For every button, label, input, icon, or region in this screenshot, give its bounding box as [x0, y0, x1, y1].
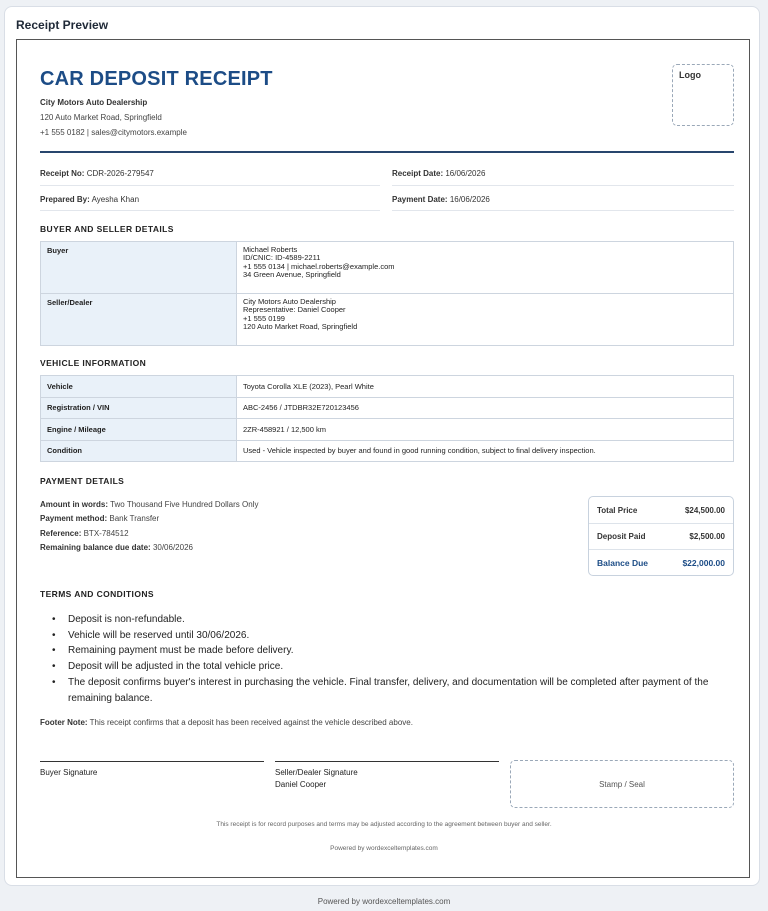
receipt-title: CAR DEPOSIT RECEIPT — [40, 68, 273, 90]
due-date-value: 30/06/2026 — [152, 542, 193, 552]
header-divider — [40, 151, 734, 153]
registration-label: Registration / VIN — [41, 397, 237, 419]
deposit-paid-label: Deposit Paid — [597, 532, 646, 541]
payment-method — [40, 512, 258, 526]
totals-divider — [589, 549, 733, 550]
payment-date — [392, 195, 490, 204]
table-row — [41, 376, 734, 398]
stamp-seal-box: Stamp / Seal — [510, 760, 734, 808]
buyer-contact: +1 555 0134 | michael.roberts@example.com — [243, 261, 395, 271]
due-date-label: Remaining balance due date: — [40, 542, 151, 552]
seller-phone: +1 555 0199 — [243, 313, 285, 323]
list-item: • Remaining payment must be made before delivery. — [40, 643, 740, 659]
meta-divider — [392, 210, 734, 211]
powered-by-inner: Powered by wordexceltemplates.com — [330, 845, 438, 852]
buyer-label: Buyer — [41, 242, 237, 294]
receipt-date-value: 16/06/2026 — [445, 169, 486, 178]
terms-heading: TERMS AND CONDITIONS — [40, 589, 154, 599]
receipt-date — [392, 169, 485, 178]
receipt-no — [40, 169, 154, 178]
total-price-value: $24,500.00 — [684, 506, 725, 515]
payment-reference — [40, 527, 258, 541]
buyer-details — [237, 242, 734, 294]
condition-label: Condition — [41, 440, 237, 462]
amount-words-label: Amount in words: — [40, 500, 108, 509]
table-row — [41, 242, 734, 294]
seller-label: Seller/Dealer — [41, 294, 237, 346]
payment-details-heading: PAYMENT DETAILS — [40, 476, 125, 486]
powered-by-link[interactable]: Powered by wordexceltemplates.com — [317, 897, 451, 906]
seller-signature-label: Seller/Dealer Signature — [275, 768, 358, 777]
list-item: • Deposit is non-refundable. — [40, 612, 740, 628]
receipt-date-label: Receipt Date: — [392, 169, 444, 178]
vehicle-table — [40, 375, 734, 462]
logo-placeholder: Logo — [672, 64, 734, 126]
disclaimer: This receipt is for record purposes and terms may be adjusted according to the agreement between buyer and seller. — [216, 821, 552, 828]
engine-label: Engine / Mileage — [41, 419, 237, 441]
seller-address: 120 Auto Market Road, Springfield — [243, 321, 358, 331]
total-price-label: Total Price — [597, 506, 638, 515]
table-row — [41, 419, 734, 441]
footer-note-text: This receipt confirms that a deposit has been received against the vehicle described above. — [89, 718, 413, 727]
receipt-preview-panel — [4, 6, 760, 886]
balance-due-value: $22,000.00 — [682, 558, 725, 568]
seller-signature-line — [275, 761, 499, 762]
table-row — [41, 294, 734, 346]
payment-info — [40, 498, 258, 555]
footer-note-label: Footer Note: — [40, 718, 88, 727]
vehicle-label: Vehicle — [41, 376, 237, 398]
payment-method-value: Bank Transfer — [109, 514, 160, 524]
balance-due-row — [597, 558, 725, 568]
buyer-id: ID/CNIC: ID-4589-2211 — [243, 253, 321, 263]
amount-in-words — [40, 498, 258, 512]
reference-value: BTX-784512 — [83, 528, 129, 538]
buyer-signature-line — [40, 761, 264, 762]
buyer-signature-label: Buyer Signature — [40, 768, 98, 777]
balance-due-date — [40, 541, 258, 555]
seller-signatory-name: Daniel Cooper — [275, 780, 327, 789]
seller-details — [237, 294, 734, 346]
meta-divider — [392, 185, 734, 186]
deposit-paid-row — [597, 532, 725, 541]
terms-list — [40, 612, 740, 706]
balance-due-label: Balance Due — [597, 558, 649, 568]
registration-value: ABC-2456 / JTDBR32E720123456 — [237, 397, 734, 419]
receipt-no-value: CDR-2026-279547 — [86, 169, 154, 178]
company-name: City Motors Auto Dealership — [40, 98, 148, 107]
table-row — [41, 440, 734, 462]
list-item: • The deposit confirms buyer's interest in purchasing the vehicle. Final transfer, delivery, and documentation will be completed after payment of the remaining balance. — [40, 675, 740, 706]
engine-value: 2ZR-458921 / 12,500 km — [237, 419, 734, 441]
prepared-by-value: Ayesha Khan — [91, 195, 140, 204]
vehicle-value: Toyota Corolla XLE (2023), Pearl White — [237, 376, 734, 398]
list-item: • Deposit will be adjusted in the total vehicle price. — [40, 659, 740, 675]
totals-box — [588, 496, 734, 576]
buyer-name: Michael Roberts — [243, 245, 298, 254]
total-price-row — [597, 506, 725, 515]
seller-signature-block — [275, 767, 358, 791]
parties-table — [40, 241, 734, 346]
company-address: 120 Auto Market Road, Springfield — [40, 113, 162, 122]
prepared-by-label: Prepared By: — [40, 195, 90, 204]
list-item: • Vehicle will be reserved until 30/06/2026. — [40, 628, 740, 644]
buyer-seller-heading: BUYER AND SELLER DETAILS — [40, 224, 174, 234]
vehicle-info-heading: VEHICLE INFORMATION — [40, 358, 147, 368]
deposit-paid-value: $2,500.00 — [689, 532, 725, 541]
receipt-no-label: Receipt No: — [40, 169, 85, 178]
payment-method-label: Payment method: — [40, 514, 108, 524]
seller-representative: Representative: Daniel Cooper — [243, 305, 346, 315]
buyer-address: 34 Green Avenue, Springfield — [243, 269, 341, 279]
totals-divider — [589, 523, 733, 524]
meta-divider — [40, 185, 380, 186]
receipt-document — [16, 39, 750, 878]
payment-date-value: 16/06/2026 — [449, 195, 490, 204]
condition-value: Used - Vehicle inspected by buyer and found in good running condition, subject to final delivery inspection. — [237, 440, 734, 462]
seller-name: City Motors Auto Dealership — [243, 297, 336, 306]
payment-date-label: Payment Date: — [392, 195, 448, 204]
meta-divider — [40, 210, 380, 211]
reference-label: Reference: — [40, 528, 82, 538]
footer-note — [40, 718, 413, 727]
company-contact: +1 555 0182 | sales@citymotors.example — [40, 128, 187, 137]
panel-title: Receipt Preview — [16, 18, 109, 32]
prepared-by — [40, 195, 139, 204]
amount-words-value: Two Thousand Five Hundred Dollars Only — [110, 500, 259, 509]
table-row — [41, 397, 734, 419]
